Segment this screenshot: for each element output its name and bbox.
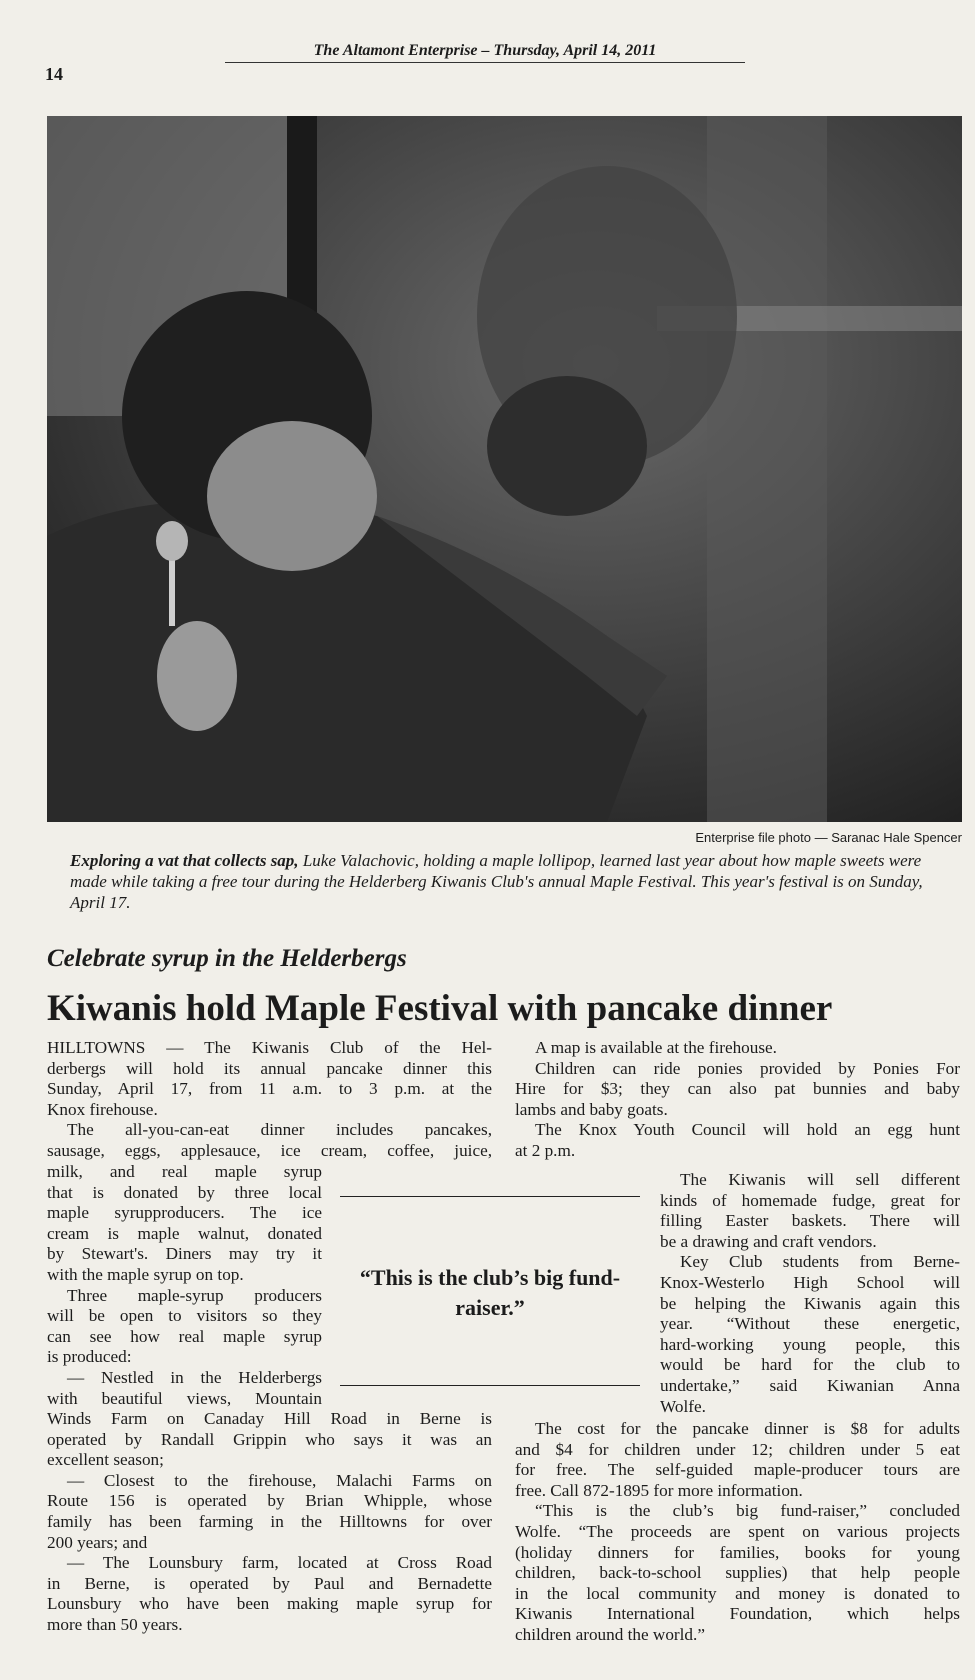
body-line: for free. The self-guided maple-producer tours are <box>515 1460 960 1480</box>
body-line: with beautiful views, Mountain <box>47 1388 322 1408</box>
body-line: The Knox Youth Council will hold an egg hunt <box>535 1120 960 1140</box>
body-line: sausage, eggs, applesauce, ice cream, coffee, juice, <box>47 1140 492 1160</box>
body-line: would be hard for the club to <box>660 1355 960 1375</box>
body-line: will be open to visitors so they <box>47 1306 322 1326</box>
body-line: can see how real maple syrup <box>47 1326 322 1346</box>
pull-quote: “This is the club’s big fund-raiser.” <box>359 1265 621 1320</box>
body-line: Key Club students from Berne- <box>680 1252 960 1272</box>
body-line: more than 50 years. <box>47 1614 183 1634</box>
photo-caption <box>70 850 950 913</box>
page-number: 14 <box>45 64 63 84</box>
body-line: (holiday dinners for families, books for young <box>515 1542 960 1562</box>
feature-photo <box>47 116 962 822</box>
body-line: milk, and real maple syrup <box>47 1162 322 1181</box>
body-line: that is donated by three local <box>47 1182 322 1202</box>
body-line: maple syrupproducers. The ice <box>47 1203 322 1223</box>
body-line: at 2 p.m. <box>515 1140 576 1160</box>
body-line: excellent season; <box>47 1450 164 1470</box>
caption-lead: Exploring a vat that collects sap, <box>70 851 299 870</box>
left-column-bottom <box>47 1409 492 1636</box>
body-line: — Closest to the firehouse, Malachi Farms on <box>67 1470 492 1490</box>
left-column-narrow <box>47 1162 322 1409</box>
right-column-narrow <box>660 1170 960 1417</box>
body-line: HILLTOWNS — The Kiwanis Club of the Hel- <box>47 1038 492 1057</box>
body-line: The cost for the pancake dinner is $8 for adults <box>535 1419 960 1438</box>
body-line: The all-you-can-eat dinner includes pancakes, <box>67 1120 492 1140</box>
body-line: Wolfe. “The proceeds are spent on various projects <box>515 1521 960 1541</box>
pull-quote-rule-bottom <box>340 1385 640 1386</box>
body-line: with the maple syrup on top. <box>47 1264 244 1284</box>
body-line: Hire for $3; they can also pat bunnies and baby <box>515 1079 960 1099</box>
body-line: children around the world.” <box>515 1624 705 1644</box>
left-column-top <box>47 1038 492 1162</box>
body-line: Route 156 is operated by Brian Whipple, whose <box>47 1491 492 1511</box>
body-line: 200 years; and <box>47 1532 148 1552</box>
body-line: be helping the Kiwanis again this <box>660 1293 960 1313</box>
body-line: — Nestled in the Helderbergs <box>67 1367 322 1387</box>
body-line: Sunday, April 17, from 11 a.m. to 3 p.m. at the <box>47 1079 492 1099</box>
masthead: The Altamont Enterprise – Thursday, April 14, 2011 <box>225 42 745 63</box>
body-line: family has been farming in the Hilltowns for over <box>47 1511 492 1531</box>
body-line: A map is available at the firehouse. <box>535 1038 777 1057</box>
caption-text: Luke Valachovic, holding a maple lollipop, learned last year about how maple sweets were made while taking a free tour during the Helderberg Kiwanis Club's annual Maple Festival. This year's festival is on Sunday, April 17. <box>70 851 923 912</box>
body-line: Children can ride ponies provided by Ponies For <box>535 1058 960 1078</box>
body-line: undertake,” said Kiwanian Anna <box>660 1375 960 1395</box>
body-line: — The Lounsbury farm, located at Cross Road <box>67 1553 492 1573</box>
body-line: The Kiwanis will sell different <box>680 1170 960 1189</box>
body-line: lambs and baby goats. <box>515 1099 668 1119</box>
body-line: Knox-Westerlo High School will <box>660 1272 960 1292</box>
body-line: in Berne, is operated by Paul and Bernadette <box>47 1573 492 1593</box>
right-column-bottom <box>515 1419 960 1646</box>
body-line: and $4 for children under 12; children under 5 eat <box>515 1439 960 1459</box>
pull-quote-rule-top <box>340 1196 640 1197</box>
body-line: is produced: <box>47 1347 132 1367</box>
body-line: Three maple-syrup producers <box>67 1285 322 1305</box>
body-line: Knox firehouse. <box>47 1099 158 1119</box>
body-line: derbergs will hold its annual pancake dinner this <box>47 1058 492 1078</box>
body-line: be a drawing and craft vendors. <box>660 1231 877 1251</box>
body-line: year. “Without these energetic, <box>660 1314 960 1334</box>
body-line: Lounsbury who have been making maple syrup for <box>47 1594 492 1614</box>
article-kicker: Celebrate syrup in the Helderbergs <box>47 945 407 972</box>
body-line: Winds Farm on Canaday Hill Road in Berne is <box>47 1409 492 1428</box>
right-column-top <box>515 1038 960 1162</box>
body-line: by Stewart's. Diners may try it <box>47 1244 322 1264</box>
body-line: in the local community and money is donated to <box>515 1583 960 1603</box>
body-line: cream is maple walnut, donated <box>47 1223 322 1243</box>
body-line: “This is the club’s big fund-raiser,” concluded <box>535 1501 960 1521</box>
body-line: free. Call 872-1895 for more information. <box>515 1480 803 1500</box>
body-line: operated by Randall Grippin who says it was an <box>47 1429 492 1449</box>
body-line: Kiwanis International Foundation, which helps <box>515 1604 960 1624</box>
body-line: children, back-to-school supplies) that help people <box>515 1563 960 1583</box>
body-line: kinds of homemade fudge, great for <box>660 1190 960 1210</box>
photo-credit: Enterprise file photo — Saranac Hale Spencer <box>695 830 962 845</box>
body-line: Wolfe. <box>660 1396 706 1416</box>
body-line: filling Easter baskets. There will <box>660 1211 960 1231</box>
article-headline: Kiwanis hold Maple Festival with pancake dinner <box>47 988 833 1029</box>
body-line: hard-working young people, this <box>660 1334 960 1354</box>
